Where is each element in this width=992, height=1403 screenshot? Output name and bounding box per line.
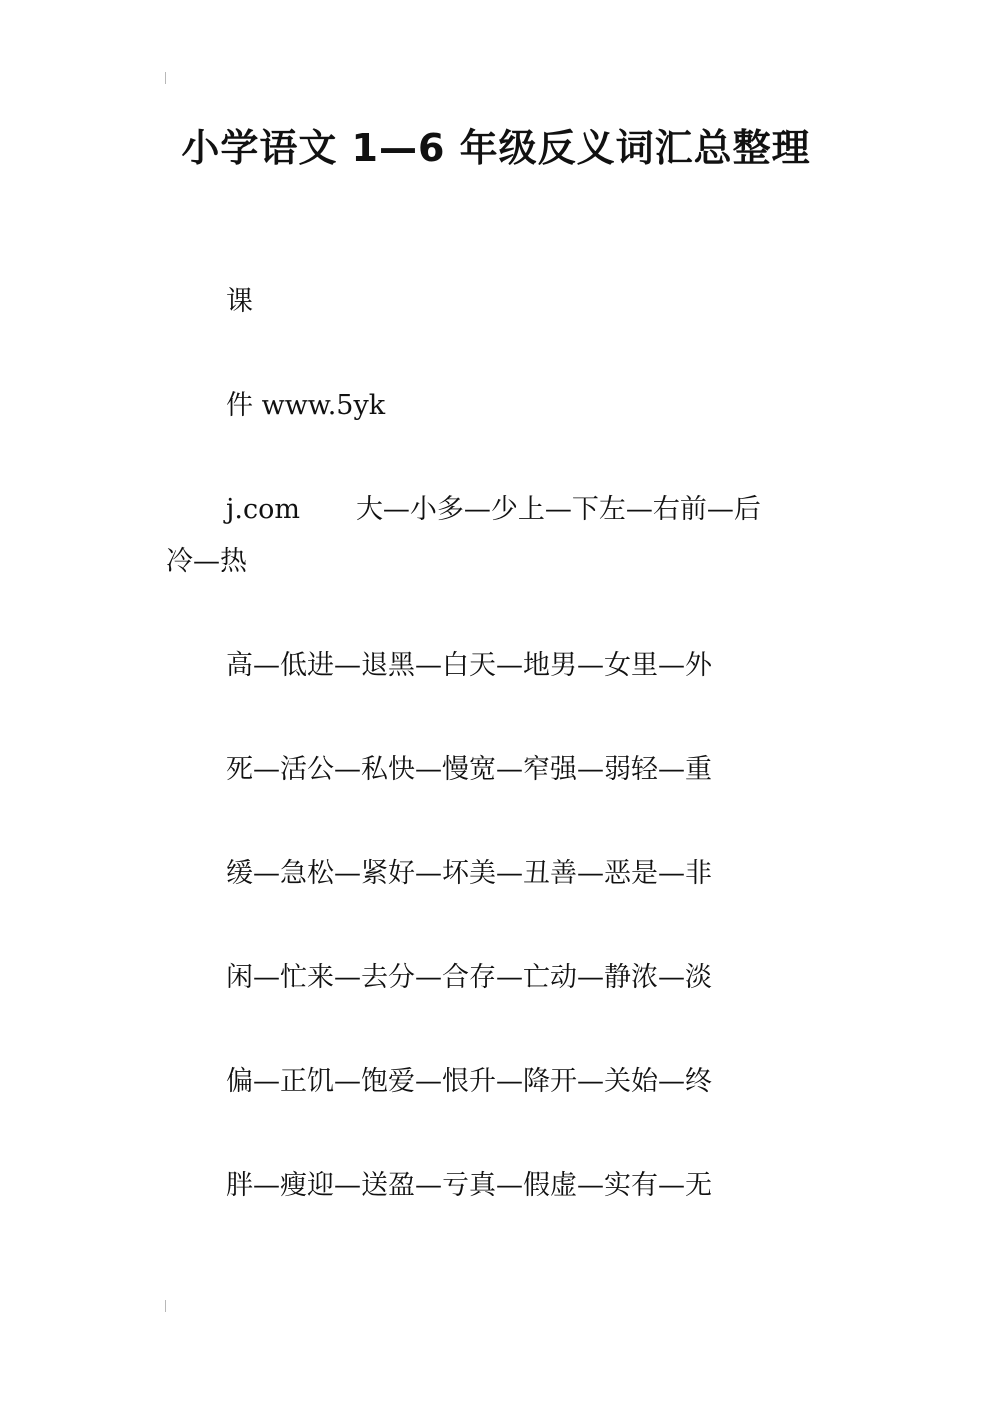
antonym-line-2: 死—活公—私快—慢宽—窄强—弱轻—重 — [226, 754, 712, 785]
intro-line-3-rest: 大—小多—少上—下左—右前—后 — [355, 494, 761, 525]
intro-line-2: 件 www.5yk — [226, 390, 386, 421]
antonym-line-1: 高—低进—退黑—白天—地男—女里—外 — [226, 650, 712, 681]
intro-line-3 — [226, 490, 761, 530]
antonym-line-5: 偏—正饥—饱爱—恨升—降开—关始—终 — [226, 1066, 712, 1097]
antonym-line-6: 胖—瘦迎—送盈—亏真—假虚—实有—无 — [226, 1170, 712, 1201]
antonym-line-4: 闲—忙来—去分—合存—亡动—静浓—淡 — [226, 962, 712, 993]
intro-line-1: 课 — [226, 286, 253, 317]
document-title: 小学语文 1—6 年级反义词汇总整理 — [181, 126, 811, 170]
antonym-line-3: 缓—急松—紧好—坏美—丑善—恶是—非 — [226, 858, 712, 889]
intro-line-3-wrap: 冷—热 — [166, 546, 247, 577]
intro-line-3-lead: j.com — [226, 494, 300, 525]
page-corner-mark-bottom — [165, 1300, 166, 1312]
page-corner-mark-top — [165, 72, 166, 84]
